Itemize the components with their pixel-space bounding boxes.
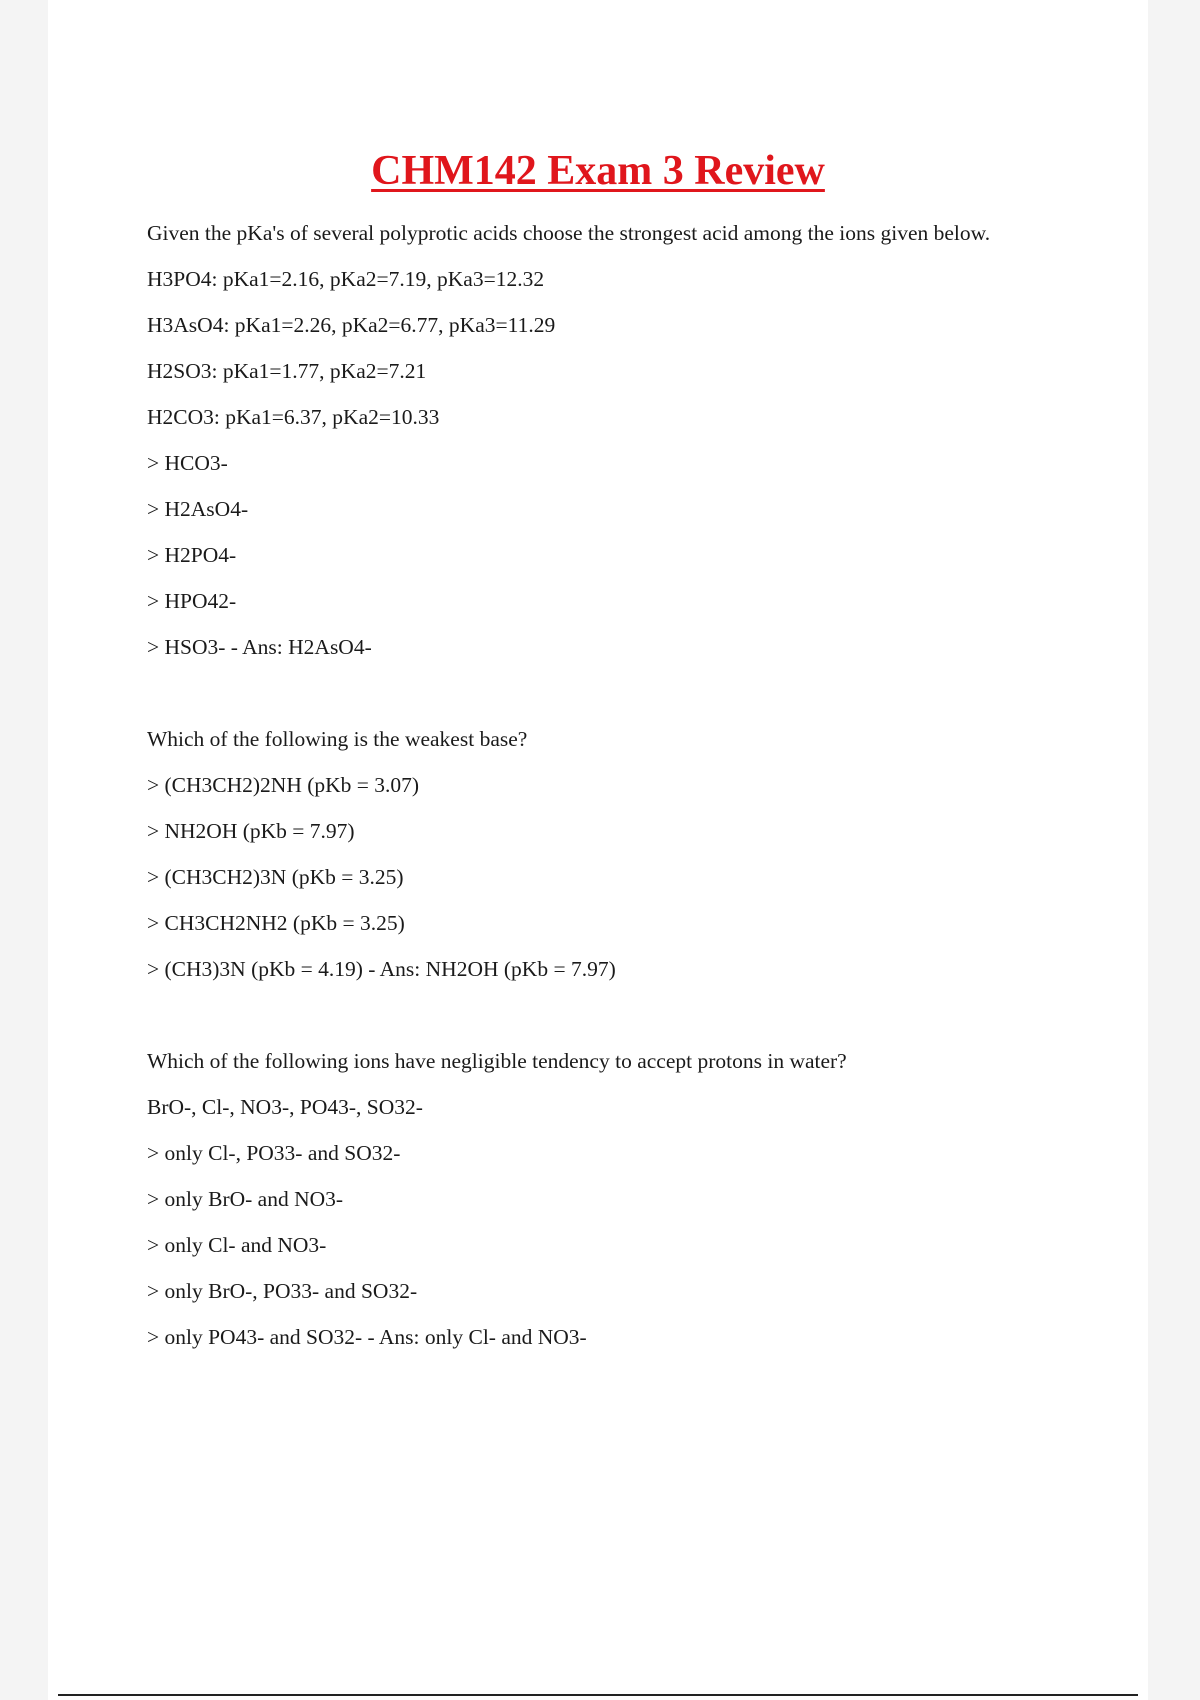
question-3-option: > only BrO- and NO3- xyxy=(147,1187,344,1211)
question-2-option: > CH3CH2NH2 (pKb = 3.25) xyxy=(147,911,405,935)
question-1-option: > H2AsO4- xyxy=(147,497,249,521)
question-3-option: > only BrO-, PO33- and SO32- xyxy=(147,1279,418,1303)
acid-data-line: H3AsO4: pKa1=2.26, pKa2=6.77, pKa3=11.29 xyxy=(147,313,556,337)
page-title: CHM142 Exam 3 Review xyxy=(371,148,825,194)
spacer xyxy=(147,1000,1087,1046)
question-2-option: > NH2OH (pKb = 7.97) xyxy=(147,819,355,843)
document-page xyxy=(48,0,1148,1700)
page-bottom-rule xyxy=(58,1694,1138,1696)
question-3-option-answer: > only PO43- and SO32- - Ans: only Cl- and NO3- xyxy=(147,1325,587,1349)
question-1-option: > HPO42- xyxy=(147,589,237,613)
question-1-option-answer: > HSO3- - Ans: H2AsO4- xyxy=(147,635,372,659)
document-body xyxy=(147,218,1087,1368)
question-1-prompt: Given the pKa's of several polyprotic acids choose the strongest acid among the ions given below. xyxy=(147,221,991,245)
question-2-option: > (CH3CH2)3N (pKb = 3.25) xyxy=(147,865,404,889)
acid-data-line: H3PO4: pKa1=2.16, pKa2=7.19, pKa3=12.32 xyxy=(147,267,545,291)
acid-data-line: H2SO3: pKa1=1.77, pKa2=7.21 xyxy=(147,359,427,383)
question-3-prompt: Which of the following ions have negligible tendency to accept protons in water? xyxy=(147,1049,847,1073)
question-3-option: > only Cl-, PO33- and SO32- xyxy=(147,1141,401,1165)
question-3-option: > only Cl- and NO3- xyxy=(147,1233,327,1257)
question-1-option: > H2PO4- xyxy=(147,543,237,567)
question-3-ions: BrO-, Cl-, NO3-, PO43-, SO32- xyxy=(147,1095,423,1119)
question-1-option: > HCO3- xyxy=(147,451,228,475)
question-2-option: > (CH3CH2)2NH (pKb = 3.07) xyxy=(147,773,420,797)
spacer xyxy=(147,678,1087,724)
acid-data-line: H2CO3: pKa1=6.37, pKa2=10.33 xyxy=(147,405,440,429)
question-2-prompt: Which of the following is the weakest base? xyxy=(147,727,528,751)
question-2-option-answer: > (CH3)3N (pKb = 4.19) - Ans: NH2OH (pKb = 7.97) xyxy=(147,957,616,981)
